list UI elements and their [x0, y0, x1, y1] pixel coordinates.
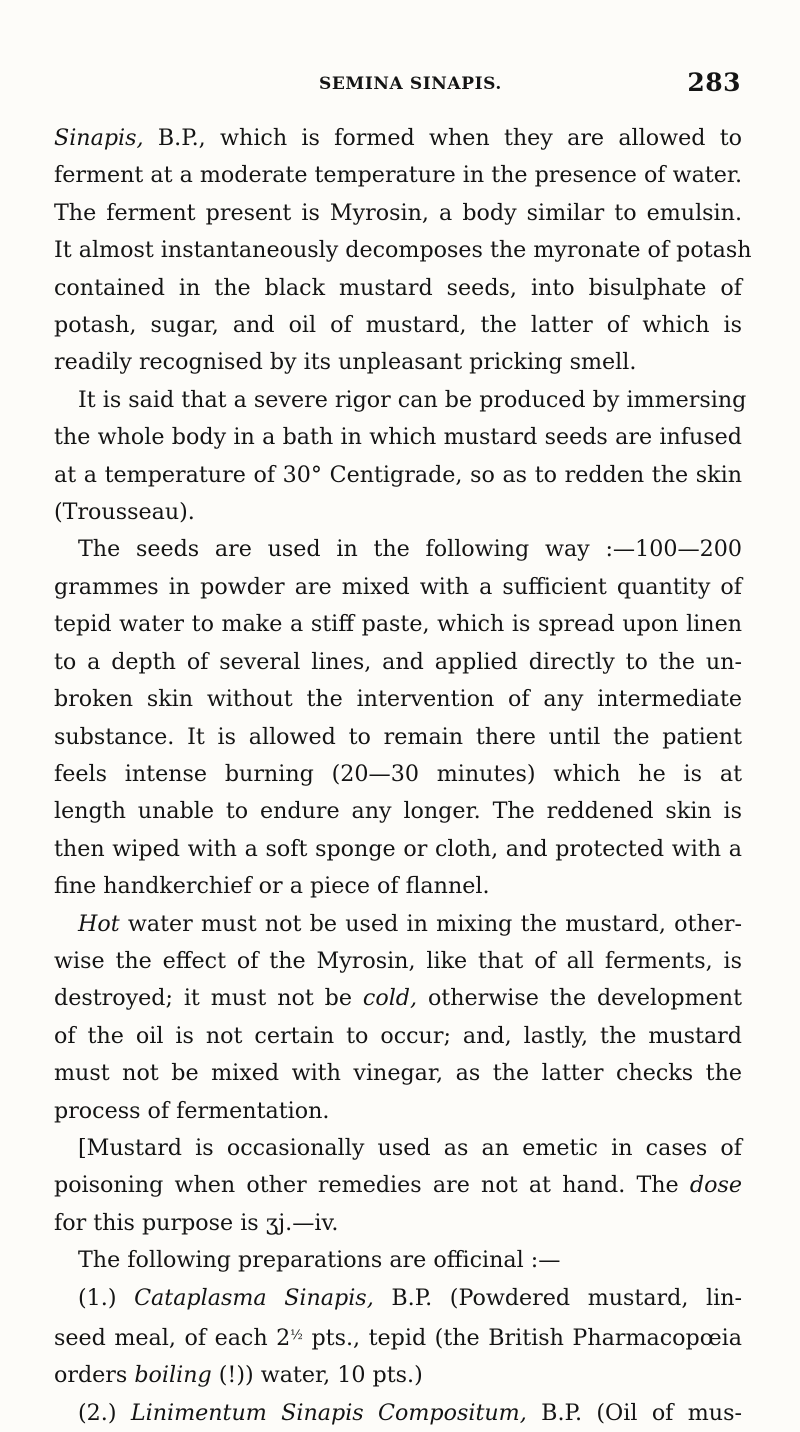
text-line: [Mustard is occasionally used as an emetic in cases of [78, 1134, 742, 1161]
text-line [54, 980, 742, 1017]
text-span: B.P., [157, 125, 206, 151]
text-line: potash, sugar, and oil of mustard, the latter of which is [54, 312, 742, 339]
text-line: process of fermentation. [54, 1097, 330, 1124]
text-line [54, 1357, 742, 1394]
text-span: orders [54, 1362, 128, 1389]
text-line [54, 1280, 742, 1317]
page-number: 283 [687, 68, 741, 97]
text-line: grammes in powder are mixed with a sufficient quantity of [54, 573, 742, 600]
italic-term: Cataplasma Sinapis, [134, 1284, 374, 1311]
text-line [54, 120, 742, 157]
italic-term: Linimentum Sinapis Compositum, [130, 1399, 527, 1426]
text-line: length unable to endure any longer. The reddened skin is [54, 798, 742, 825]
text-line: wise the effect of the Myrosin, like that of all ferments, is [54, 947, 742, 974]
body-text [54, 120, 752, 1432]
running-title: SEMINA SINAPIS. [319, 74, 502, 94]
italic-term: Sinapis, [54, 125, 144, 151]
text-line [54, 1317, 742, 1357]
text-line [54, 906, 742, 943]
italic-term: cold, [362, 985, 418, 1012]
text-span: B.P. (Powdered mustard, lin- [391, 1284, 742, 1311]
text-line: readily recognised by its unpleasant pricking smell. [54, 349, 637, 376]
page-header [0, 68, 800, 108]
text-line: to a depth of several lines, and applied directly to the un- [54, 648, 742, 675]
text-line: of the oil is not certain to occur; and, lastly, the mustard [54, 1022, 742, 1049]
text-line: The seeds are used in the following way :—100—200 [78, 536, 742, 563]
text-span: pts., tepid (the British Pharmacopœia [311, 1325, 742, 1351]
text-line: fine handkerchief or a piece of flannel. [54, 873, 490, 900]
text-line: for this purpose is ʒj.—iv. [54, 1209, 339, 1236]
text-span: poisoning when other remedies are not at hand. The [54, 1172, 679, 1199]
text-line: contained in the black mustard seeds, into bisulphate of [54, 274, 742, 301]
text-line: The following preparations are officinal :— [78, 1247, 561, 1274]
text-line [54, 1395, 742, 1432]
text-line [54, 1167, 742, 1204]
italic-term: boiling [134, 1362, 212, 1389]
text-line: the whole body in a bath in which mustard seeds are infused [54, 424, 742, 451]
text-line: then wiped with a soft sponge or cloth, and protected with a [54, 835, 742, 862]
text-line: at a temperature of 30° Centigrade, so as to redden the skin [54, 461, 742, 488]
text-span: which is formed when they are allowed to [220, 125, 742, 151]
text-span: water must not be used in mixing the mustard, other- [127, 910, 742, 937]
text-line: It almost instantaneously decomposes the myronate of potash [54, 237, 752, 264]
text-span: seed meal, of each 2 [54, 1325, 291, 1351]
text-span: otherwise the development [427, 985, 742, 1012]
text-line: tepid water to make a stiff paste, which is spread upon linen [54, 611, 742, 638]
text-line: (Trousseau). [54, 499, 195, 526]
text-line: broken skin without the intervention of any intermediate [54, 686, 742, 713]
text-line: The ferment present is Myrosin, a body similar to emulsin. [54, 199, 742, 226]
text-line: ferment at a moderate temperature in the presence of water. [54, 162, 743, 189]
text-span: B.P. (Oil of mus- [541, 1399, 742, 1426]
fraction: ½ [290, 1328, 303, 1343]
text-line: substance. It is allowed to remain there until the patient [54, 723, 742, 750]
text-line: feels intense burning (20—30 minutes) which he is at [54, 760, 742, 787]
italic-term: dose [689, 1172, 742, 1199]
text-span: (!)) water, 10 pts.) [218, 1362, 423, 1389]
text-span: (1.) [78, 1284, 117, 1311]
text-line: It is said that a severe rigor can be produced by immersing [78, 386, 747, 413]
text-line: must not be mixed with vinegar, as the latter checks the [54, 1060, 742, 1087]
text-span: (2.) [78, 1399, 117, 1426]
text-span: destroyed; it must not be [54, 985, 353, 1012]
italic-term: Hot [78, 910, 120, 937]
